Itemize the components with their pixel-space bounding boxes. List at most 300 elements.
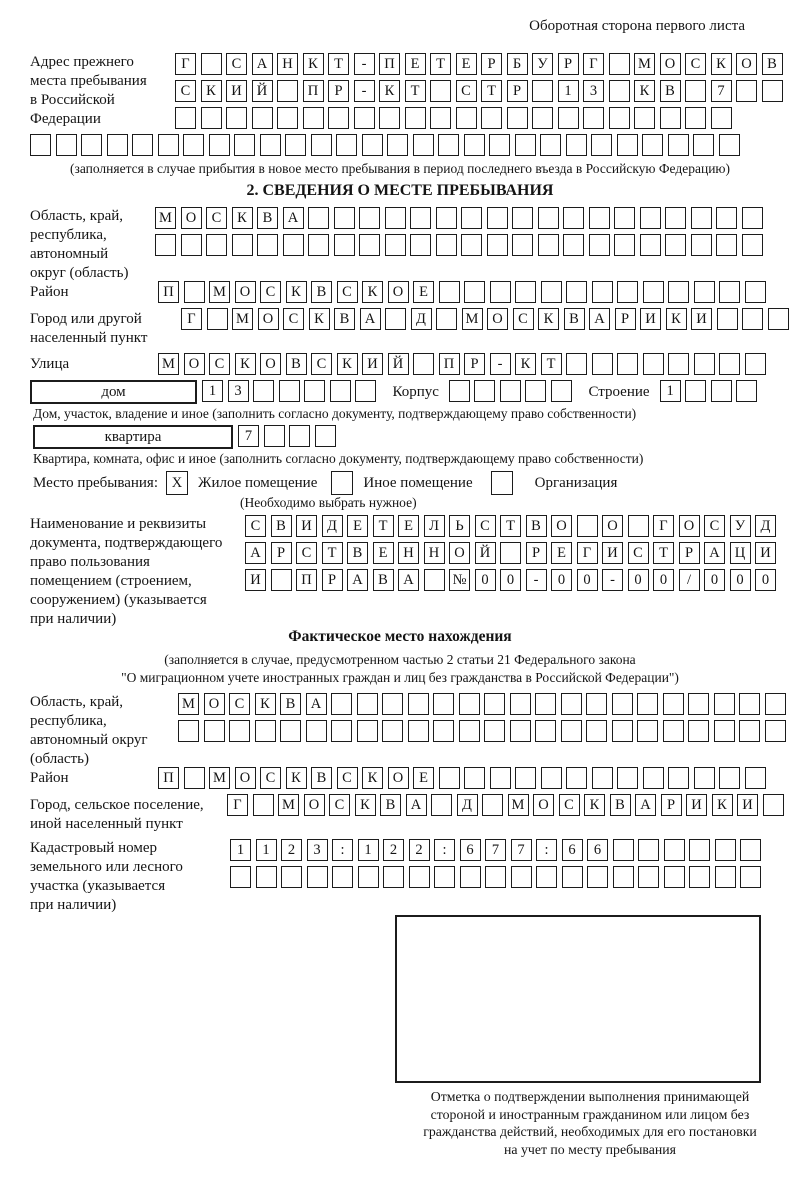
char-cell[interactable] — [357, 720, 378, 742]
char-cell[interactable] — [613, 866, 634, 888]
char-cell[interactable]: П — [296, 569, 317, 591]
char-cell[interactable] — [663, 693, 684, 715]
char-cell[interactable] — [158, 134, 179, 156]
char-cell[interactable] — [206, 234, 227, 256]
char-cell[interactable]: И — [737, 794, 758, 816]
char-cell[interactable]: 0 — [500, 569, 521, 591]
char-cell[interactable]: 0 — [628, 569, 649, 591]
char-cell[interactable] — [474, 380, 495, 402]
char-cell[interactable] — [643, 281, 664, 303]
char-cell[interactable]: 6 — [587, 839, 608, 861]
char-cell[interactable]: В — [257, 207, 278, 229]
char-cell[interactable]: Н — [398, 542, 419, 564]
char-cell[interactable] — [256, 866, 277, 888]
char-cell[interactable]: Е — [373, 542, 394, 564]
char-cell[interactable] — [566, 134, 587, 156]
char-cell[interactable] — [354, 107, 375, 129]
region-row-2[interactable] — [155, 234, 800, 256]
char-cell[interactable] — [740, 866, 761, 888]
char-cell[interactable] — [355, 380, 376, 402]
char-cell[interactable] — [637, 693, 658, 715]
char-cell[interactable]: 1 — [558, 80, 579, 102]
char-cell[interactable] — [230, 866, 251, 888]
char-cell[interactable]: 0 — [730, 569, 751, 591]
char-cell[interactable] — [685, 380, 706, 402]
char-cell[interactable]: 0 — [577, 569, 598, 591]
char-cell[interactable]: К — [235, 353, 256, 375]
char-cell[interactable] — [257, 234, 278, 256]
char-cell[interactable] — [413, 134, 434, 156]
char-cell[interactable]: Д — [322, 515, 343, 537]
char-cell[interactable] — [436, 308, 457, 330]
char-cell[interactable]: О — [660, 53, 681, 75]
char-cell[interactable] — [685, 80, 706, 102]
char-cell[interactable] — [439, 281, 460, 303]
char-cell[interactable] — [362, 134, 383, 156]
char-cell[interactable]: В — [610, 794, 631, 816]
char-cell[interactable]: С — [704, 515, 725, 537]
char-cell[interactable] — [264, 425, 285, 447]
char-cell[interactable]: С — [475, 515, 496, 537]
char-cell[interactable] — [558, 107, 579, 129]
char-cell[interactable]: Р — [464, 353, 485, 375]
char-cell[interactable] — [691, 207, 712, 229]
char-cell[interactable] — [714, 693, 735, 715]
char-cell[interactable]: С — [685, 53, 706, 75]
char-cell[interactable]: В — [660, 80, 681, 102]
char-cell[interactable]: У — [532, 53, 553, 75]
char-cell[interactable]: К — [362, 767, 383, 789]
char-cell[interactable]: С — [628, 542, 649, 564]
char-cell[interactable]: Г — [577, 542, 598, 564]
char-cell[interactable]: К — [379, 80, 400, 102]
char-cell[interactable] — [740, 839, 761, 861]
char-cell[interactable]: О — [388, 281, 409, 303]
char-cell[interactable]: К — [286, 281, 307, 303]
char-cell[interactable] — [507, 107, 528, 129]
char-cell[interactable]: Р — [481, 53, 502, 75]
char-cell[interactable] — [359, 207, 380, 229]
char-cell[interactable] — [715, 839, 736, 861]
char-cell[interactable] — [387, 134, 408, 156]
char-cell[interactable]: У — [730, 515, 751, 537]
char-cell[interactable] — [334, 207, 355, 229]
char-cell[interactable] — [717, 308, 738, 330]
char-cell[interactable] — [638, 866, 659, 888]
char-cell[interactable] — [331, 720, 352, 742]
char-cell[interactable]: К — [538, 308, 559, 330]
char-cell[interactable] — [742, 207, 763, 229]
char-cell[interactable] — [484, 693, 505, 715]
char-cell[interactable] — [515, 134, 536, 156]
char-cell[interactable] — [283, 234, 304, 256]
char-cell[interactable] — [413, 353, 434, 375]
char-cell[interactable]: И — [362, 353, 383, 375]
char-cell[interactable]: М — [209, 281, 230, 303]
char-cell[interactable]: О — [449, 542, 470, 564]
char-cell[interactable]: В — [564, 308, 585, 330]
char-cell[interactable] — [566, 767, 587, 789]
char-cell[interactable] — [271, 569, 292, 591]
char-cell[interactable]: Д — [411, 308, 432, 330]
district-cells[interactable] — [158, 281, 770, 303]
char-cell[interactable]: Г — [175, 53, 196, 75]
char-cell[interactable] — [490, 281, 511, 303]
char-cell[interactable]: Й — [475, 542, 496, 564]
char-cell[interactable] — [665, 234, 686, 256]
char-cell[interactable] — [614, 207, 635, 229]
char-cell[interactable]: О — [487, 308, 508, 330]
char-cell[interactable]: 7 — [485, 839, 506, 861]
char-cell[interactable] — [260, 134, 281, 156]
char-cell[interactable] — [459, 693, 480, 715]
char-cell[interactable] — [742, 234, 763, 256]
char-cell[interactable] — [433, 693, 454, 715]
char-cell[interactable] — [742, 308, 763, 330]
char-cell[interactable] — [408, 720, 429, 742]
char-cell[interactable]: О — [260, 353, 281, 375]
char-cell[interactable]: 2 — [409, 839, 430, 861]
char-cell[interactable]: Р — [328, 80, 349, 102]
char-cell[interactable]: Е — [398, 515, 419, 537]
prev-address-row-4[interactable] — [30, 134, 800, 156]
char-cell[interactable] — [515, 767, 536, 789]
char-cell[interactable]: - — [354, 80, 375, 102]
char-cell[interactable] — [541, 767, 562, 789]
street-cells[interactable] — [158, 353, 770, 375]
char-cell[interactable]: А — [283, 207, 304, 229]
char-cell[interactable]: В — [526, 515, 547, 537]
char-cell[interactable]: Т — [430, 53, 451, 75]
char-cell[interactable] — [689, 839, 710, 861]
char-cell[interactable] — [660, 107, 681, 129]
char-cell[interactable] — [277, 107, 298, 129]
char-cell[interactable] — [583, 107, 604, 129]
char-cell[interactable] — [609, 53, 630, 75]
char-cell[interactable] — [763, 794, 784, 816]
char-cell[interactable] — [609, 80, 630, 102]
char-cell[interactable]: : — [434, 839, 455, 861]
char-cell[interactable] — [279, 380, 300, 402]
char-cell[interactable] — [431, 794, 452, 816]
char-cell[interactable]: И — [640, 308, 661, 330]
char-cell[interactable]: И — [296, 515, 317, 537]
char-cell[interactable] — [589, 234, 610, 256]
char-cell[interactable]: - — [602, 569, 623, 591]
char-cell[interactable]: Б — [507, 53, 528, 75]
char-cell[interactable]: С — [283, 308, 304, 330]
char-cell[interactable]: 7 — [711, 80, 732, 102]
char-cell[interactable] — [430, 107, 451, 129]
char-cell[interactable]: Е — [413, 281, 434, 303]
char-cell[interactable] — [510, 720, 531, 742]
char-cell[interactable] — [490, 767, 511, 789]
char-cell[interactable]: Р — [526, 542, 547, 564]
char-cell[interactable] — [328, 107, 349, 129]
char-cell[interactable]: А — [360, 308, 381, 330]
char-cell[interactable] — [663, 720, 684, 742]
char-cell[interactable]: 0 — [475, 569, 496, 591]
char-cell[interactable]: В — [280, 693, 301, 715]
char-cell[interactable] — [456, 107, 477, 129]
char-cell[interactable] — [609, 107, 630, 129]
char-cell[interactable]: И — [691, 308, 712, 330]
char-cell[interactable]: М — [155, 207, 176, 229]
char-cell[interactable] — [638, 839, 659, 861]
char-cell[interactable]: К — [201, 80, 222, 102]
char-cell[interactable] — [694, 281, 715, 303]
char-cell[interactable] — [745, 353, 766, 375]
char-cell[interactable] — [768, 308, 789, 330]
char-cell[interactable]: О — [235, 281, 256, 303]
char-cell[interactable] — [383, 866, 404, 888]
char-cell[interactable]: М — [634, 53, 655, 75]
char-cell[interactable]: С — [513, 308, 534, 330]
char-cell[interactable]: М — [232, 308, 253, 330]
char-cell[interactable]: 2 — [281, 839, 302, 861]
char-cell[interactable]: - — [490, 353, 511, 375]
char-cell[interactable] — [617, 281, 638, 303]
char-cell[interactable] — [640, 207, 661, 229]
char-cell[interactable] — [668, 281, 689, 303]
char-cell[interactable]: И — [755, 542, 776, 564]
char-cell[interactable]: В — [271, 515, 292, 537]
char-cell[interactable]: С — [245, 515, 266, 537]
char-cell[interactable]: А — [306, 693, 327, 715]
char-cell[interactable] — [512, 207, 533, 229]
char-cell[interactable] — [485, 866, 506, 888]
char-cell[interactable]: К — [309, 308, 330, 330]
char-cell[interactable] — [500, 542, 521, 564]
char-cell[interactable] — [736, 380, 757, 402]
char-cell[interactable]: А — [245, 542, 266, 564]
document-row-1[interactable] — [245, 515, 800, 537]
char-cell[interactable]: М — [508, 794, 529, 816]
char-cell[interactable]: 6 — [460, 839, 481, 861]
char-cell[interactable] — [541, 281, 562, 303]
char-cell[interactable]: О — [533, 794, 554, 816]
char-cell[interactable] — [482, 794, 503, 816]
char-cell[interactable] — [184, 281, 205, 303]
char-cell[interactable] — [438, 134, 459, 156]
char-cell[interactable]: О — [235, 767, 256, 789]
char-cell[interactable] — [551, 380, 572, 402]
char-cell[interactable]: О — [736, 53, 757, 75]
char-cell[interactable]: С — [229, 693, 250, 715]
char-cell[interactable]: Р — [271, 542, 292, 564]
char-cell[interactable]: А — [347, 569, 368, 591]
char-cell[interactable] — [617, 353, 638, 375]
char-cell[interactable] — [745, 767, 766, 789]
char-cell[interactable]: О — [679, 515, 700, 537]
char-cell[interactable]: М — [178, 693, 199, 715]
char-cell[interactable] — [711, 380, 732, 402]
char-cell[interactable] — [382, 693, 403, 715]
char-cell[interactable]: 2 — [383, 839, 404, 861]
char-cell[interactable]: Т — [541, 353, 562, 375]
char-cell[interactable] — [665, 207, 686, 229]
char-cell[interactable]: К — [584, 794, 605, 816]
prev-address-row-1[interactable] — [175, 53, 800, 75]
char-cell[interactable]: 7 — [511, 839, 532, 861]
char-cell[interactable] — [614, 234, 635, 256]
char-cell[interactable] — [405, 107, 426, 129]
char-cell[interactable]: С — [175, 80, 196, 102]
char-cell[interactable] — [711, 107, 732, 129]
char-cell[interactable] — [332, 866, 353, 888]
char-cell[interactable] — [311, 134, 332, 156]
char-cell[interactable] — [178, 720, 199, 742]
char-cell[interactable]: П — [379, 53, 400, 75]
char-cell[interactable] — [304, 380, 325, 402]
char-cell[interactable]: - — [354, 53, 375, 75]
char-cell[interactable]: К — [286, 767, 307, 789]
char-cell[interactable] — [308, 234, 329, 256]
char-cell[interactable]: М — [462, 308, 483, 330]
char-cell[interactable]: А — [406, 794, 427, 816]
stay-checkbox-inoe[interactable] — [331, 471, 353, 495]
char-cell[interactable] — [538, 234, 559, 256]
char-cell[interactable]: С — [329, 794, 350, 816]
char-cell[interactable] — [459, 720, 480, 742]
char-cell[interactable] — [175, 107, 196, 129]
char-cell[interactable]: О — [181, 207, 202, 229]
prev-address-row-3[interactable] — [175, 107, 800, 129]
document-row-2[interactable] — [245, 542, 800, 564]
char-cell[interactable] — [525, 380, 546, 402]
char-cell[interactable] — [382, 720, 403, 742]
document-row-3[interactable] — [245, 569, 800, 591]
char-cell[interactable] — [234, 134, 255, 156]
char-cell[interactable]: Т — [481, 80, 502, 102]
house-number-cells[interactable] — [202, 380, 381, 402]
char-cell[interactable]: В — [286, 353, 307, 375]
char-cell[interactable]: 3 — [228, 380, 249, 402]
char-cell[interactable]: О — [388, 767, 409, 789]
char-cell[interactable]: П — [158, 281, 179, 303]
char-cell[interactable]: Т — [500, 515, 521, 537]
char-cell[interactable]: П — [303, 80, 324, 102]
char-cell[interactable] — [511, 866, 532, 888]
char-cell[interactable] — [640, 234, 661, 256]
stay-checkbox-zhiloe[interactable]: X — [166, 471, 188, 495]
char-cell[interactable]: П — [439, 353, 460, 375]
char-cell[interactable] — [714, 720, 735, 742]
char-cell[interactable]: 1 — [230, 839, 251, 861]
char-cell[interactable] — [688, 693, 709, 715]
char-cell[interactable] — [592, 281, 613, 303]
char-cell[interactable]: № — [449, 569, 470, 591]
char-cell[interactable] — [255, 720, 276, 742]
char-cell[interactable] — [689, 866, 710, 888]
char-cell[interactable]: К — [232, 207, 253, 229]
cadastral-row-2[interactable] — [230, 866, 800, 888]
char-cell[interactable] — [307, 866, 328, 888]
char-cell[interactable]: М — [209, 767, 230, 789]
char-cell[interactable] — [637, 720, 658, 742]
char-cell[interactable] — [461, 234, 482, 256]
char-cell[interactable] — [685, 107, 706, 129]
char-cell[interactable]: О — [184, 353, 205, 375]
char-cell[interactable]: М — [158, 353, 179, 375]
char-cell[interactable] — [489, 134, 510, 156]
char-cell[interactable]: Е — [456, 53, 477, 75]
char-cell[interactable]: Г — [227, 794, 248, 816]
char-cell[interactable]: 1 — [660, 380, 681, 402]
char-cell[interactable] — [634, 107, 655, 129]
actual-district-cells[interactable] — [158, 767, 770, 789]
char-cell[interactable] — [184, 767, 205, 789]
actual-region-row-2[interactable] — [178, 720, 800, 742]
char-cell[interactable]: А — [635, 794, 656, 816]
char-cell[interactable] — [201, 107, 222, 129]
char-cell[interactable] — [739, 693, 760, 715]
char-cell[interactable]: Е — [413, 767, 434, 789]
char-cell[interactable] — [691, 234, 712, 256]
char-cell[interactable] — [628, 515, 649, 537]
char-cell[interactable]: С — [456, 80, 477, 102]
char-cell[interactable]: А — [704, 542, 725, 564]
char-cell[interactable]: С — [337, 767, 358, 789]
char-cell[interactable] — [719, 281, 740, 303]
char-cell[interactable] — [181, 234, 202, 256]
char-cell[interactable] — [253, 794, 274, 816]
char-cell[interactable]: Й — [252, 80, 273, 102]
actual-region-row-1[interactable] — [178, 693, 800, 715]
char-cell[interactable] — [280, 720, 301, 742]
char-cell[interactable]: О — [304, 794, 325, 816]
char-cell[interactable] — [460, 866, 481, 888]
char-cell[interactable] — [512, 234, 533, 256]
char-cell[interactable] — [281, 866, 302, 888]
char-cell[interactable]: Т — [373, 515, 394, 537]
char-cell[interactable] — [464, 134, 485, 156]
stroenie-cells[interactable] — [660, 380, 762, 402]
char-cell[interactable] — [664, 866, 685, 888]
char-cell[interactable] — [664, 839, 685, 861]
char-cell[interactable] — [277, 80, 298, 102]
char-cell[interactable]: - — [526, 569, 547, 591]
char-cell[interactable] — [688, 720, 709, 742]
char-cell[interactable] — [461, 207, 482, 229]
char-cell[interactable] — [532, 80, 553, 102]
char-cell[interactable]: К — [362, 281, 383, 303]
char-cell[interactable] — [183, 134, 204, 156]
char-cell[interactable]: В — [311, 281, 332, 303]
char-cell[interactable]: 7 — [238, 425, 259, 447]
char-cell[interactable] — [379, 107, 400, 129]
char-cell[interactable]: 0 — [551, 569, 572, 591]
char-cell[interactable] — [515, 281, 536, 303]
stay-checkbox-org[interactable] — [491, 471, 513, 495]
char-cell[interactable]: О — [204, 693, 225, 715]
char-cell[interactable] — [719, 767, 740, 789]
char-cell[interactable] — [577, 515, 598, 537]
char-cell[interactable]: 3 — [307, 839, 328, 861]
char-cell[interactable]: С — [260, 767, 281, 789]
char-cell[interactable]: Ц — [730, 542, 751, 564]
char-cell[interactable] — [586, 720, 607, 742]
char-cell[interactable] — [535, 720, 556, 742]
char-cell[interactable] — [424, 569, 445, 591]
char-cell[interactable] — [536, 866, 557, 888]
char-cell[interactable]: Р — [322, 569, 343, 591]
char-cell[interactable]: 0 — [704, 569, 725, 591]
char-cell[interactable] — [487, 207, 508, 229]
char-cell[interactable] — [715, 866, 736, 888]
char-cell[interactable]: Е — [551, 542, 572, 564]
char-cell[interactable]: 1 — [256, 839, 277, 861]
